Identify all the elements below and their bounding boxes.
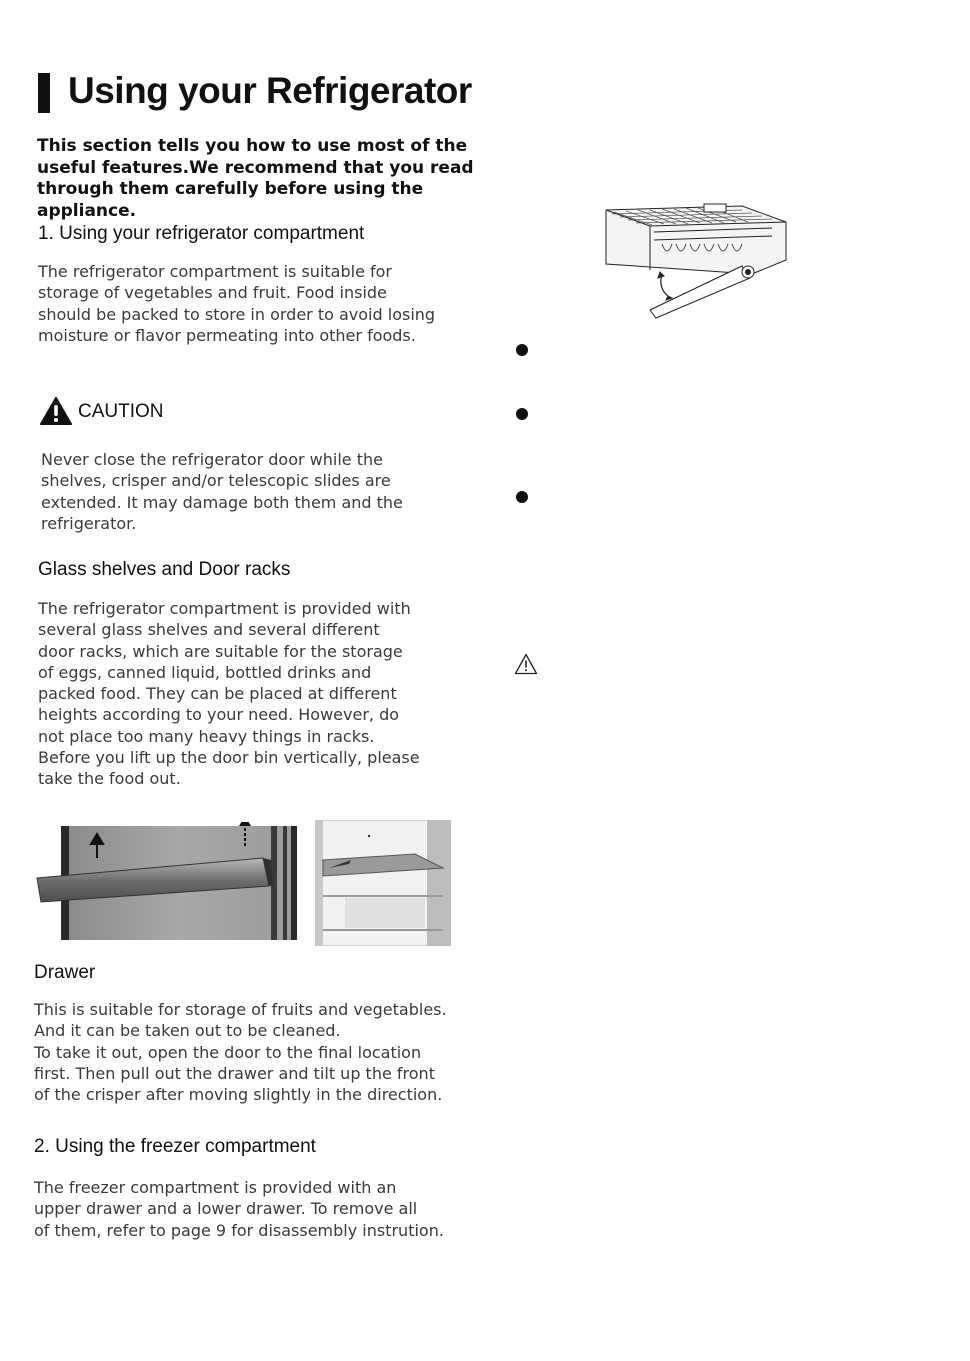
caution-label: CAUTION xyxy=(78,401,164,422)
door-rack-illustration xyxy=(33,822,303,942)
section2-body: The freezer compartment is provided with an upper drawer and a lower drawer. To remove all of them, refer to page 9 for disassembly instrution. xyxy=(34,1178,444,1240)
warning-triangle-icon xyxy=(40,397,72,425)
page-title: Using your Refrigerator xyxy=(68,70,472,111)
bullet-dot xyxy=(516,491,528,503)
drawer-body: This is suitable for storage of fruits and vegetables. And it can be taken out to be cleaned. To take it out, open the door to the final location first. Then pull out the drawer and tilt up the front of the crisper after moving slightly in the direction. xyxy=(34,1000,447,1105)
bullet-dot xyxy=(516,344,528,356)
caution-body: Never close the refrigerator door while the shelves, crisper and/or telescopic slides are extended. It may damage both them and the refrigerator. xyxy=(41,450,403,533)
bullet-dot xyxy=(516,408,528,420)
glass-shelves-heading: Glass shelves and Door racks xyxy=(38,559,291,580)
section1-heading: 1. Using your refrigerator compartment xyxy=(38,223,365,244)
ice-tray-illustration xyxy=(592,200,792,325)
section2-heading: 2. Using the freezer compartment xyxy=(34,1136,316,1157)
drawer-heading: Drawer xyxy=(34,962,96,983)
title-bar-accent xyxy=(38,73,50,113)
glass-shelf-illustration xyxy=(315,820,451,946)
warning-outline-icon xyxy=(514,653,538,675)
section1-body: The refrigerator compartment is suitable for storage of vegetables and fruit. Food inside should be packed to store in order to avoid losing moisture or flavor permeating into other foods. xyxy=(38,262,436,345)
glass-shelves-body: The refrigerator compartment is provided with several glass shelves and several different door racks, which are suitable for the storage of eggs, canned liquid, bottled drinks and packed food. They can be placed at different heights according to your need. However, do not place too many heavy things in racks. Before you lift up the door bin vertically, please take the food out. xyxy=(38,599,420,789)
intro-text: This section tells you how to use most of the useful features.We recommend that you read through them carefully before using the appliance. xyxy=(37,136,474,221)
